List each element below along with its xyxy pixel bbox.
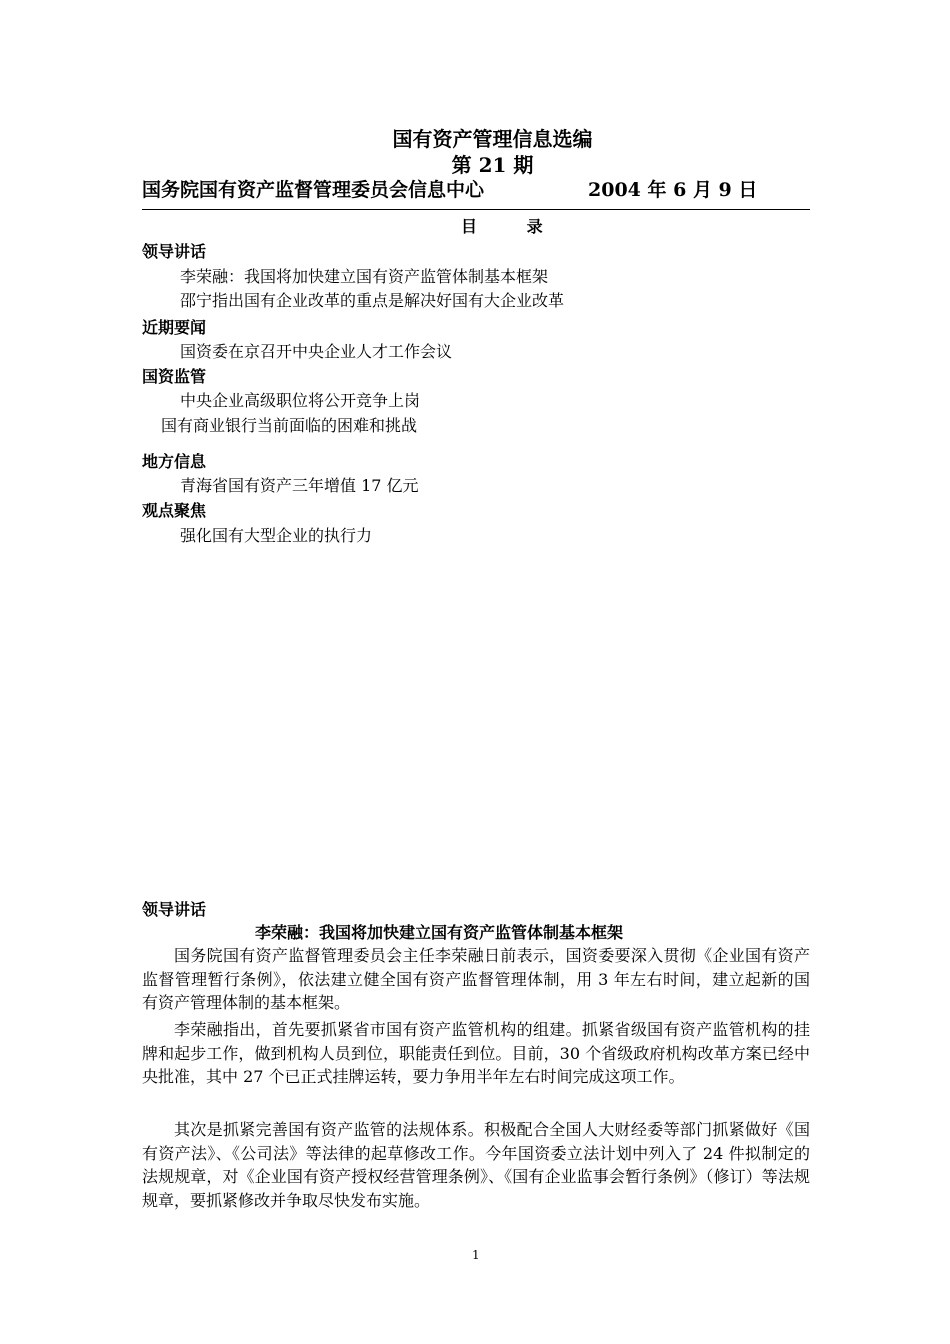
toc-section-title: 观点聚焦 [142, 501, 207, 520]
toc-section-title: 国资监管 [142, 367, 207, 386]
article-paragraph: 其次是抓紧完善国有资产监管的法规体系。积极配合全国人大财经委等部门抓紧做好《国有资产法》、《公司法》等法律的起草修改工作。今年国资委立法计划中列入了 24 件拟制定的法规规章，对《企业国有资产授权经营管理条例》、《国有企业监事会暂行条例》（修订）等法规规章，要抓紧修改并争取尽快发布实施。 [142, 1120, 810, 1210]
toc-heading: 目 录 [461, 217, 565, 236]
toc-item[interactable]: 李荣融：我国将加快建立国有资产监管体制基本框架 [180, 267, 549, 286]
toc-item[interactable]: 中央企业高级职位将公开竞争上岗 [180, 391, 421, 410]
article-section-label: 领导讲话 [142, 900, 207, 919]
article-title: 李荣融：我国将加快建立国有资产监管体制基本框架 [255, 923, 624, 942]
toc-section-title: 近期要闻 [142, 318, 207, 337]
toc-section-title: 地方信息 [142, 452, 207, 471]
article-paragraph: 国务院国有资产监督管理委员会主任李荣融日前表示，国资委要深入贯彻《企业国有资产监督管理暂行条例》，依法建立健全国有资产监督管理体制，用 3 年左右时间，建立起新的国有资产管理体制的基本框架。 [142, 946, 810, 1012]
page-number: 1 [472, 1248, 480, 1262]
toc-item[interactable]: 邵宁指出国有企业改革的重点是解决好国有大企业改革 [180, 291, 565, 310]
publisher-name: 国务院国有资产监督管理委员会信息中心 [142, 179, 485, 201]
toc-item[interactable]: 强化国有大型企业的执行力 [180, 526, 373, 545]
toc-item[interactable]: 国资委在京召开中央企业人才工作会议 [180, 342, 453, 361]
header-divider [142, 209, 810, 210]
toc-item[interactable]: 青海省国有资产三年增值 17 亿元 [180, 476, 419, 495]
toc-item[interactable]: 国有商业银行当前面临的困难和挑战 [161, 416, 418, 435]
publish-date: 2004 年 6 月 9 日 [588, 179, 758, 201]
issue-number: 第 21 期 [451, 153, 534, 177]
publication-title: 国有资产管理信息选编 [392, 127, 593, 151]
toc-section-title: 领导讲话 [142, 242, 207, 261]
article-paragraph: 李荣融指出，首先要抓紧省市国有资产监管机构的组建。抓紧省级国有资产监管机构的挂牌和起步工作，做到机构人员到位，职能责任到位。目前，30 个省级政府机构改革方案已经中央批准，其中 27 个已正式挂牌运转，要力争用半年左右时间完成这项工作。 [142, 1020, 810, 1086]
